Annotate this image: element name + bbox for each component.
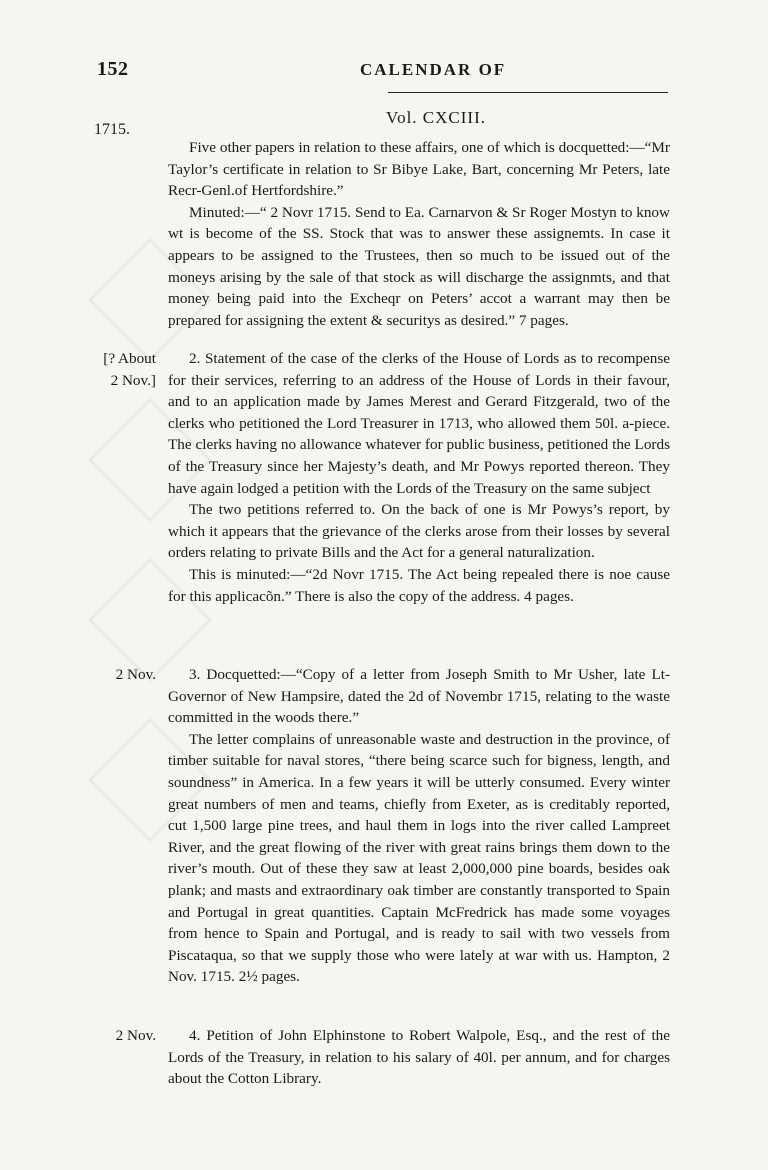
entry-3 [168, 664, 670, 988]
volume-heading: Vol. CXCIII. [386, 108, 486, 127]
entry-paragraph: 3. Docquetted:—“Copy of a letter from Joseph Smith to Mr Usher, late Lt-Governor of New Hampsire, dated the 2d of Novembr 1715, relating to the waste committed in the woods there.” [168, 666, 670, 727]
entry-paragraph: Five other papers in relation to these affairs, one of which is docquetted:—“Mr Taylor’s certificate in relation to Sr Bibye Lake, Bart, concerning Mr Peters, late Recr-Genl.of Hertfordshire.” [168, 139, 670, 200]
entry-2 [168, 348, 670, 607]
margin-date: 2 Nov. [115, 1027, 156, 1044]
running-title: CALENDAR OF [360, 60, 507, 79]
entry-paragraph: The two petitions referred to. On the back of one is Mr Powys’s report, by which it appears that the grievance of the clerks arose from their losses by several orders relating to private Bills and the Act for a general naturalization. [168, 501, 670, 562]
margin-date: [? About 2 Nov.] [103, 350, 156, 389]
year-margin-note: 1715. [94, 121, 130, 138]
header-rule [388, 92, 668, 93]
entry-paragraph: This is minuted:—“2d Novr 1715. The Act being repealed there is noe cause for this applicacõn.” There is also the copy of the address. 4 pages. [168, 565, 670, 605]
entry-4 [168, 1025, 670, 1090]
entry-paragraph: The letter complains of unreasonable waste and destruction in the province, of timber suitable for naval stores, “there being scarce such for bigness, length, and soundness” in America. In a few years it will be utterly consumed. Every winter great numbers of men and teams, chiefly from Exeter, as is creditably reported, cut 1,500 large pine trees, and haul them in logs into the river called Lampreet River, and the great flowing of the river with great rains brings them down to the river’s mouth. Out of these they saw at least 2,000,000 pine boards, besides oak plank; and masts and extraordinary oak timber are constantly transported to Spain and Portugal in great quantities. Captain McFredrick has made some voyages from hence to Spain and Portugal, and is ready to sail with two vessels from Piscataqua, so that we supply those who were lately at war with us. Hampton, 2 Nov. 1715. 2½ pages. [168, 730, 670, 986]
entry-1 [168, 137, 670, 331]
entry-paragraph: 4. Petition of John Elphinstone to Robert Walpole, Esq., and the rest of the Lords of the Treasury, in relation to his salary of 40l. per annum, and for charges about the Cotton Library. [168, 1027, 670, 1088]
page-number: 152 [97, 58, 129, 80]
page-header [0, 58, 768, 88]
entry-paragraph: 2. Statement of the case of the clerks of the House of Lords as to recompense for their services, referring to an address of the House of Lords in their favour, and to an application made by James Merest and Gerard Fitzgerald, two of the clerks who petitioned the Lord Treasurer in 1713, who allowed them 50l. a-piece. The clerks having no allowance whatever for public business, petitioned the Lords of the Treasury since her Majesty’s death, and Mr Powys reported thereon. They have again lodged a petition with the Lords of the Treasury on the same subject [168, 350, 670, 497]
entry-paragraph: Minuted:—“ 2 Novr 1715. Send to Ea. Carnarvon & Sr Roger Mostyn to know wt is become of the SS. Stock that was to answer these assignemts. In case it appears to be assigned to the Trustees, then so much to be issued out of the moneys arising by the sale of that stock as will discharge the assignmts, and that money being paid into the Excheqr on Peters’ accot a warrant may then be prepared for assigning the extent & securitys as desired.” 7 pages. [168, 203, 670, 329]
margin-date: 2 Nov. [115, 666, 156, 683]
